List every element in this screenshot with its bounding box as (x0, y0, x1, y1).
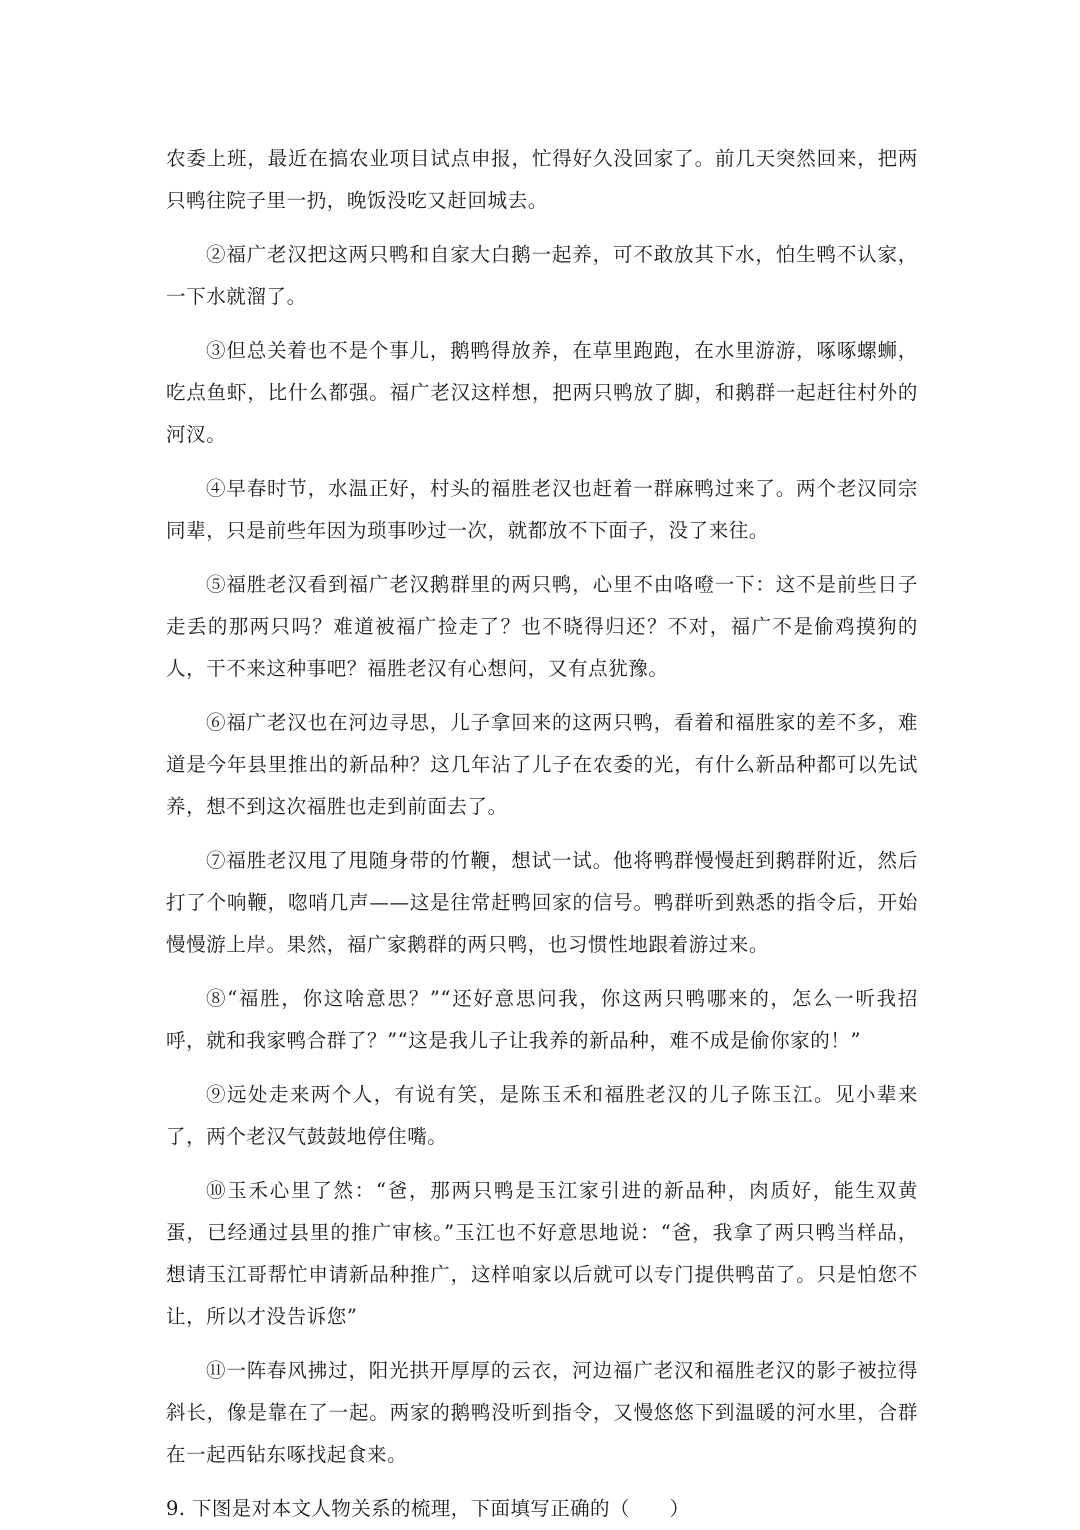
paragraph-7: ⑦福胜老汉甩了甩随身带的竹鞭，想试一试。他将鸭群慢慢赶到鹅群附近，然后打了个响鞭，唿哨几声——这是往常赶鸭回家的信号。鸭群听到熟悉的指令后，开始慢慢游上岸。果然，福广家鹅群的两只鸭，也习惯性地跟着游过来。 (166, 849, 918, 956)
paragraph-8: ⑧“福胜，你这啥意思？”“还好意思问我，你这两只鸭哪来的，怎么一听我招呼，就和我家鸭合群了？”“这是我儿子让我养的新品种，难不成是偷你家的！” (166, 987, 918, 1052)
paragraph-10: ⑩玉禾心里了然：“爸，那两只鸭是玉江家引进的新品种，肉质好，能生双黄蛋，已经通过县里的推广审核。”玉江也不好意思地说：“爸，我拿了两只鸭当样品，想请玉江哥帮忙申请新品种推广，这样咱家以后就可以专门提供鸭苗了。只是怕您不让，所以才没告诉您” (166, 1179, 918, 1328)
paragraph-3: ③但总关着也不是个事儿，鹅鸭得放养，在草里跑跑，在水里游游，啄啄螺蛳，吃点鱼虾，比什么都强。福广老汉这样想，把两只鸭放了脚，和鹅群一起赶往村外的河汊。 (166, 339, 918, 446)
question-9: 9. 下图是对本文人物关系的梳理，下面填写正确的（ ） (166, 1497, 690, 1520)
paragraph-continuation: 农委上班，最近在搞农业项目试点申报，忙得好久没回家了。前几天突然回来，把两只鸭往院子里一扔，晚饭没吃又赶回城去。 (166, 147, 918, 212)
paragraph-2: ②福广老汉把这两只鸭和自家大白鹅一起养，可不敢放其下水，怕生鸭不认家，一下水就溜了。 (166, 243, 918, 308)
paragraph-9: ⑨远处走来两个人，有说有笑，是陈玉禾和福胜老汉的儿子陈玉江。见小辈来了，两个老汉气鼓鼓地停住嘴。 (166, 1083, 918, 1148)
paragraph-11: ⑪一阵春风拂过，阳光拱开厚厚的云衣，河边福广老汉和福胜老汉的影子被拉得斜长，像是靠在了一起。两家的鹅鸭没听到指令，又慢悠悠下到温暖的河水里，合群在一起西钻东啄找起食来。 (166, 1359, 918, 1466)
paragraph-6: ⑥福广老汉也在河边寻思，儿子拿回来的这两只鸭，看着和福胜家的差不多，难道是今年县里推出的新品种？这几年沾了儿子在农委的光，有什么新品种都可以先试养，想不到这次福胜也走到前面去了。 (166, 711, 918, 818)
paragraph-4: ④早春时节，水温正好，村头的福胜老汉也赶着一群麻鸭过来了。两个老汉同宗同辈，只是前些年因为琐事吵过一次，就都放不下面子，没了来往。 (166, 477, 918, 542)
paragraph-5: ⑤福胜老汉看到福广老汉鹅群里的两只鸭，心里不由咯噔一下：这不是前些日子走丢的那两只吗？难道被福广捡走了？也不晓得归还？不对，福广不是偷鸡摸狗的人，干不来这种事吧？福胜老汉有心想问，又有点犹豫。 (166, 573, 918, 680)
document-body (166, 138, 918, 1530)
